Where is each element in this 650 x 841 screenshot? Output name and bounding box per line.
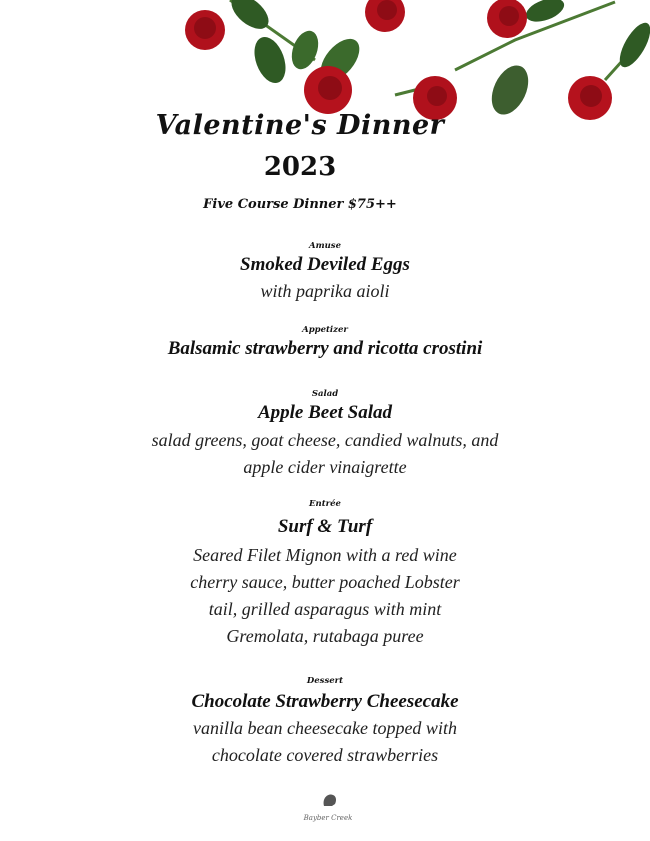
course-label: Entrée: [309, 499, 341, 509]
course-desc-line: cherry sauce, butter poached Lobster: [190, 572, 460, 592]
course-dessert: [0, 676, 650, 769]
menu-subtitle: Five Course Dinner $75++: [203, 197, 397, 212]
course-dish: Apple Beet Salad: [257, 402, 393, 423]
course-dish: Chocolate Strawberry Cheesecake: [191, 691, 459, 712]
horse-head-icon: [324, 795, 336, 806]
course-desc-line: tail, grilled asparagus with mint: [208, 599, 442, 619]
roses-banner-image: [135, 0, 650, 120]
course-dish: Surf & Turf: [277, 516, 373, 537]
course-desc-line: Gremolata, rutabaga puree: [226, 626, 424, 646]
logo-text: Bayber Creek: [303, 814, 353, 822]
course-dish: Smoked Deviled Eggs: [240, 254, 410, 275]
restaurant-logo: [300, 790, 356, 826]
course-desc-line: salad greens, goat cheese, candied walnuts, and: [151, 430, 499, 450]
menu-title: Valentine's Dinner: [155, 110, 445, 141]
course-appetizer: [0, 325, 650, 360]
course-label: Salad: [311, 389, 339, 399]
course-desc-line: Seared Filet Mignon with a red wine: [193, 545, 457, 565]
course-entree: [0, 499, 650, 650]
course-desc-line: vanilla bean cheesecake topped with: [193, 718, 457, 738]
course-dish: Balsamic strawberry and ricotta crostini: [167, 338, 483, 359]
course-amuse: [0, 241, 650, 305]
course-label: Dessert: [306, 676, 344, 686]
course-desc-line: with paprika aioli: [260, 281, 390, 301]
course-label: Amuse: [309, 241, 341, 251]
course-label: Appetizer: [302, 325, 348, 335]
course-desc-line: chocolate covered strawberries: [211, 745, 439, 765]
course-desc-line: apple cider vinaigrette: [243, 457, 407, 477]
menu-year: 2023: [263, 152, 337, 182]
course-salad: [0, 389, 650, 481]
